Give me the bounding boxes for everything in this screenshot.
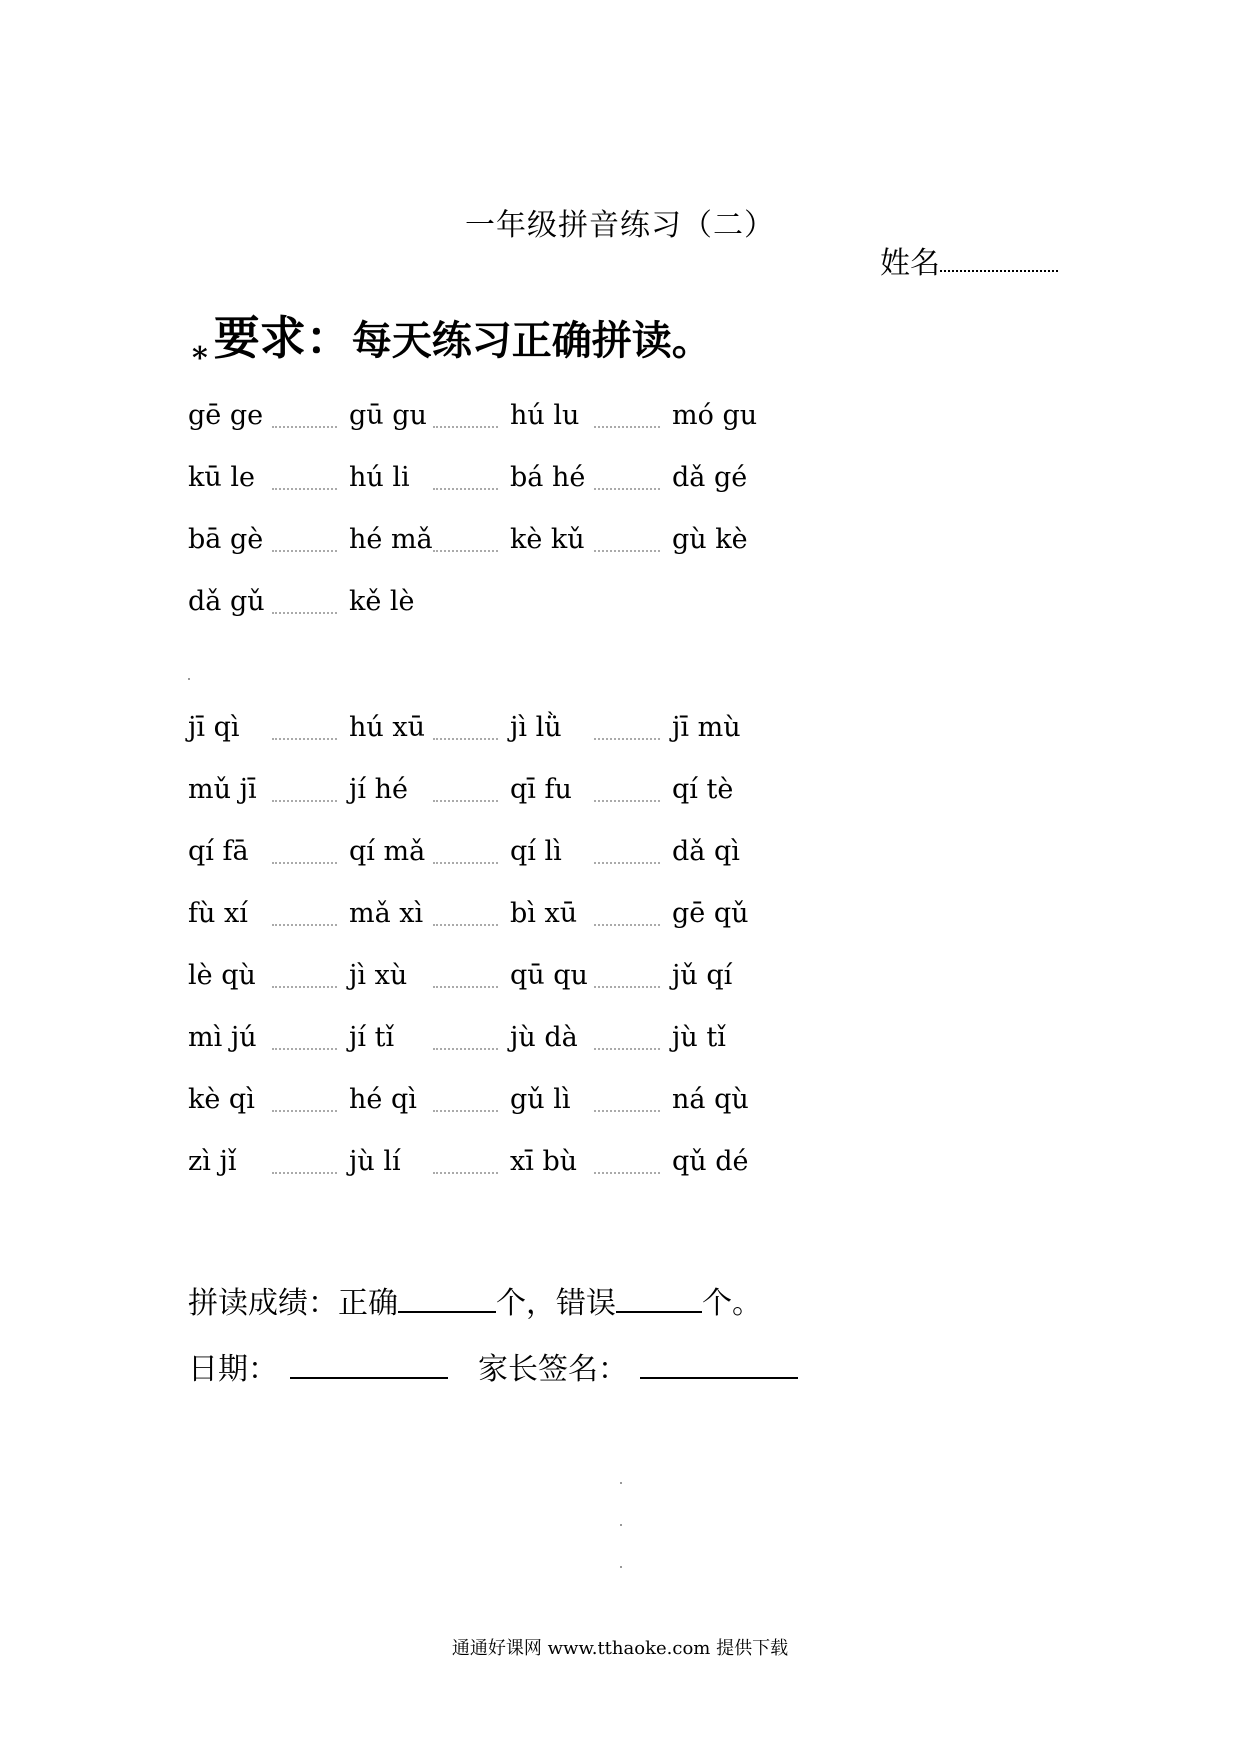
pinyin-word: jì lǜ — [510, 712, 562, 743]
dotted-separator — [594, 986, 660, 988]
pinyin-word: jù lí — [349, 1146, 401, 1177]
pinyin-word: jī qì — [188, 712, 240, 743]
pinyin-word: hú lu — [510, 400, 580, 431]
pinyin-word: dǎ gǔ — [188, 586, 265, 617]
dotted-separator — [272, 1048, 337, 1050]
requirement-text: 每天练习正确拼读。 — [351, 317, 712, 364]
pinyin-word: qī fu — [510, 774, 572, 805]
pinyin-word: jī mù — [672, 712, 741, 743]
pinyin-word: jǔ qí — [672, 960, 733, 991]
date-label: 日期： — [188, 1352, 278, 1387]
dotted-separator — [594, 550, 660, 552]
pinyin-word: qí lì — [510, 836, 562, 867]
pinyin-word: gù kè — [672, 524, 748, 555]
pinyin-word: jí hé — [349, 774, 408, 805]
dotted-separator — [272, 1172, 337, 1174]
pinyin-word: kū le — [188, 462, 255, 493]
pinyin-word: hé qì — [349, 1084, 417, 1115]
speck — [620, 1482, 622, 1484]
dotted-separator — [272, 426, 337, 428]
pinyin-word: mǎ xì — [349, 898, 424, 929]
pinyin-word: dǎ qì — [672, 836, 740, 867]
dotted-separator — [272, 924, 337, 926]
dotted-separator — [594, 924, 660, 926]
speck — [620, 1524, 622, 1526]
score-line — [188, 1278, 762, 1322]
dotted-separator — [594, 738, 660, 740]
requirement-line — [192, 302, 712, 376]
pinyin-word: xī bù — [510, 1146, 578, 1177]
pinyin-word: qí tè — [672, 774, 734, 805]
pinyin-word: dǎ gé — [672, 462, 748, 493]
pinyin-word: bì xū — [510, 898, 578, 929]
pinyin-word: jù tǐ — [672, 1022, 726, 1053]
dotted-separator — [594, 800, 660, 802]
dotted-separator — [272, 550, 337, 552]
dotted-separator — [272, 1110, 337, 1112]
pinyin-word: mǔ jī — [188, 774, 257, 805]
dotted-separator — [433, 1110, 498, 1112]
pinyin-word: qǔ dé — [672, 1146, 749, 1177]
score-unit-1: 个，错误 — [496, 1286, 616, 1321]
pinyin-word: bā gè — [188, 524, 264, 555]
dotted-separator — [433, 1172, 498, 1174]
pinyin-word: kè kǔ — [510, 524, 585, 555]
date-line — [188, 1344, 798, 1388]
dotted-separator — [594, 426, 660, 428]
pinyin-word: kè qì — [188, 1084, 255, 1115]
star-mark: * — [192, 341, 208, 376]
page-title: 一年级拼音练习（二） — [465, 208, 775, 243]
pinyin-word: hú li — [349, 462, 410, 493]
dotted-separator — [272, 862, 337, 864]
dotted-separator — [594, 1172, 660, 1174]
name-label: 姓名 — [880, 246, 940, 281]
correct-blank[interactable] — [398, 1310, 496, 1313]
pinyin-word: qí mǎ — [349, 836, 426, 867]
pinyin-word: kě lè — [349, 586, 415, 617]
dotted-separator — [433, 986, 498, 988]
pinyin-word: ná qù — [672, 1084, 749, 1115]
parent-signature-label: 家长签名： — [478, 1352, 628, 1387]
dotted-separator — [433, 550, 498, 552]
pinyin-word: zì jǐ — [188, 1146, 237, 1177]
pinyin-word: lè qù — [188, 960, 256, 991]
pinyin-word: jù dà — [510, 1022, 578, 1053]
pinyin-word: qū qu — [510, 960, 588, 991]
score-unit-2: 个。 — [702, 1286, 762, 1321]
pinyin-word: gū gu — [349, 400, 427, 431]
pinyin-word: gǔ lì — [510, 1084, 571, 1115]
parent-signature-blank[interactable] — [640, 1376, 798, 1379]
dotted-separator — [433, 488, 498, 490]
pinyin-word: fù xí — [188, 898, 248, 929]
dotted-separator — [433, 426, 498, 428]
score-label: 拼读成绩：正确 — [188, 1286, 398, 1321]
pinyin-word: bá hé — [510, 462, 586, 493]
dotted-separator — [594, 1048, 660, 1050]
dotted-separator — [272, 488, 337, 490]
name-blank[interactable] — [940, 268, 1058, 272]
dotted-separator — [272, 800, 337, 802]
pinyin-word: jí tǐ — [349, 1022, 395, 1053]
dotted-separator — [433, 862, 498, 864]
dotted-separator — [272, 986, 337, 988]
pinyin-word: hú xū — [349, 712, 425, 743]
dotted-separator — [433, 924, 498, 926]
dotted-separator — [272, 738, 337, 740]
pinyin-word: gē qǔ — [672, 898, 749, 929]
requirement-label: 要求： — [213, 311, 352, 365]
pinyin-word: hé mǎ — [349, 524, 433, 555]
pinyin-word: mì jú — [188, 1022, 257, 1053]
dotted-separator — [433, 800, 498, 802]
dotted-separator — [272, 612, 337, 614]
footer-credit: 通通好课网 www.tthaoke.com 提供下载 — [451, 1638, 789, 1659]
wrong-blank[interactable] — [616, 1310, 702, 1313]
dotted-separator — [594, 862, 660, 864]
dotted-separator — [433, 1048, 498, 1050]
pinyin-word: jì xù — [349, 960, 408, 991]
dotted-separator — [433, 738, 498, 740]
pinyin-word: gē ge — [188, 400, 264, 431]
speck — [188, 678, 190, 680]
pinyin-word: qí fā — [188, 836, 249, 867]
speck — [620, 1566, 622, 1568]
dotted-separator — [594, 488, 660, 490]
date-blank[interactable] — [290, 1376, 448, 1379]
pinyin-word: mó gu — [672, 400, 758, 431]
dotted-separator — [594, 1110, 660, 1112]
